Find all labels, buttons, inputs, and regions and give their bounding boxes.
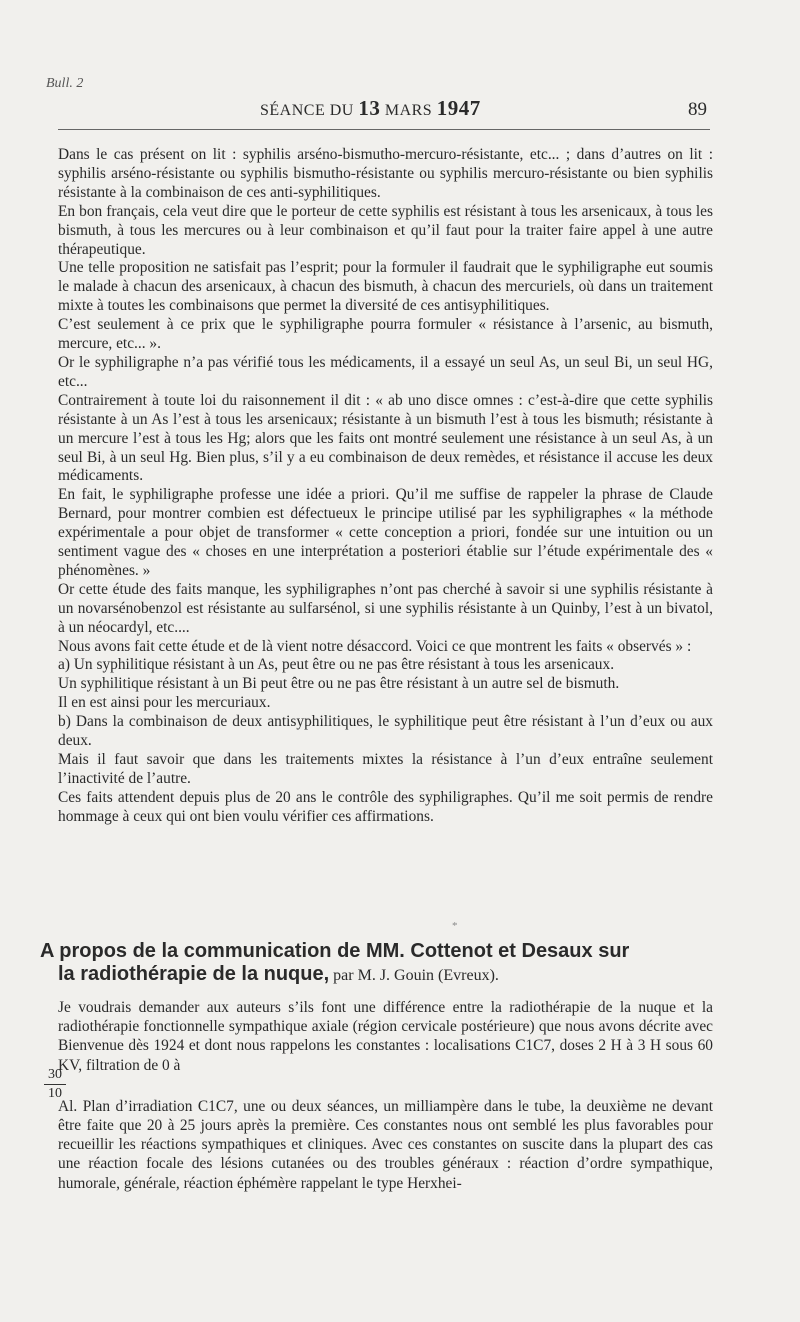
running-head-prefix: SÉANCE DU <box>260 102 359 119</box>
paragraph: C’est seulement à ce prix que le syphiligraphe pourra formuler « résistance à l’arsenic, au bismuth, mercure, etc... ». <box>58 316 713 353</box>
running-head <box>260 96 481 121</box>
paragraph: En fait, le syphiligraphe professe une idée a priori. Qu’il me suffise de rappeler la phrase de Claude Bernard, pour montrer combien est défectueux le principe utilisé par les syphiligraphes « la méthode expérimentale a pour objet de transformer « cette conception a priori, fondée sur une intuition ou un sentiment vague des « choses en une interprétation a posteriori établie sur l’étude expérimentale des « phénomènes. » <box>58 486 713 579</box>
paragraph: Dans le cas présent on lit : syphilis arséno-bismutho-mercuro-résistante, etc... ; dans d’autres on lit : syphilis arséno-résistante ou syphilis bismutho-résistante ou syphilis mercuro-résistante ou bien syphilis résistante à la combinaison de ces anti-syphilitiques. <box>58 146 713 201</box>
article-body-part2 <box>58 998 713 1193</box>
fraction-denominator: 10 <box>48 1086 62 1101</box>
bulletin-label: Bull. 2 <box>46 76 84 91</box>
page-number: 89 <box>688 99 707 120</box>
filtration-fraction <box>44 1068 66 1101</box>
paragraph: a) Un syphilitique résistant à un As, peut être ou ne pas être résistant à tous les arsenicaux. <box>58 656 615 674</box>
article-body-part1 <box>58 146 713 827</box>
article-title-line2-text: la radiothérapie de la nuque, <box>58 963 330 985</box>
paragraph: Al. Plan d’irradiation C1C7, une ou deux séances, un milliampère dans le tube, la deuxième ne devant être faite que 20 à 25 jours après la première. Ces constantes nous ont semblé les plus favorables pour recueillir les réactions sympathiques et cliniques. Avec ces constantes on suscite dans la plupart des cas une réaction focale des lésions cutanées ou des troubles généraux : réaction d’ordre sympathique, humorale, générale, réaction éphémère rappelant le type Herxhei- <box>58 1097 713 1192</box>
fraction-numerator: 30 <box>48 1067 62 1082</box>
article-byline: par M. J. Gouin (Evreux). <box>329 967 499 984</box>
article-title <box>40 940 720 987</box>
paragraph: Une telle proposition ne satisfait pas l’esprit; pour la formuler il faudrait que le syphiligraphe eut soumis le malade à chacun des arsenicaux, à chacun des bismuth, à chacun des mercuriels, où dans un traitement mixte à toutes les combinaisons que permet la diversité de ces antisyphilitiques. <box>58 259 713 315</box>
paragraph: Un syphilitique résistant à un Bi peut être ou ne pas être résistant à un autre sel de bismuth. <box>58 675 620 693</box>
paragraph: b) Dans la combinaison de deux antisyphilitiques, le syphilitique peut être résistant à l’un d’eux ou aux deux. <box>58 713 713 750</box>
article-title-line1: A propos de la communication de MM. Cottenot et Desaux sur <box>40 940 630 962</box>
running-head-month: MARS <box>380 102 437 119</box>
article-title-line2 <box>40 963 720 987</box>
paragraph: Or le syphiligraphe n’a pas vérifié tous les médicaments, il a essayé un seul As, un seul Bi, un seul HG, etc... <box>58 353 713 390</box>
header-rule <box>58 129 710 130</box>
paragraph: Ces faits attendent depuis plus de 20 ans le contrôle des syphiligraphes. Qu’il me soit permis de rendre hommage à ceux qui ont bien voulu vérifier ces affirmations. <box>58 788 713 825</box>
paragraph: En bon français, cela veut dire que le porteur de cette syphilis est résistant à tous les arsenicaux, à tous les bismuth, à tous les mercures ou à leur combinaison et qu’il faut pour la traiter faire appel à une autre thérapeutique. <box>58 202 713 258</box>
paragraph: Il en est ainsi pour les mercuriaux. <box>58 694 271 712</box>
paragraph: Or cette étude des faits manque, les syphiligraphes n’ont pas cherché à savoir si une syphilis résistante à un novarsénobenzol est résistante au sulfarsénol, si une syphilis résistante à un Quinby, l’est à un bivatol, à un néocardyl, etc.... <box>58 580 713 636</box>
running-head-year: 1947 <box>436 96 481 120</box>
paragraph: Nous avons fait cette étude et de là vient notre désaccord. Voici ce que montrent les faits « observés » : <box>58 637 692 655</box>
fraction-bar <box>44 1084 66 1085</box>
section-separator: * <box>452 920 458 932</box>
paragraph: Mais il faut savoir que dans les traitements mixtes la résistance à l’un d’eux entraîne seulement l’inactivité de l’autre. <box>58 751 713 787</box>
paragraph: Je voudrais demander aux auteurs s’ils font une différence entre la radiothérapie de la nuque et la radiothérapie fonctionnelle sympathique axiale (région cervicale postérieure) que nous avons décrite avec Bienvenue dès 1924 et dont nous rappelons les constantes : localisations C1C7, doses 2 H à 3 H sous 60 KV, filtration de 0 à <box>58 999 713 1074</box>
running-head-day: 13 <box>358 96 381 120</box>
paragraph: Contrairement à toute loi du raisonnement il dit : « ab uno disce omnes : c’est-à-dire que cette syphilis résistante à un As l’est à tous les arsenicaux; résistante à un bismuth l’est à tous les bismuth; résistante à un mercure l’est à tous les Hg; alors que les faits ont montré seulement une résistance à un seul As, à un seul Bi, à un seul Hg. Bien plus, s’il y a eu combinaison de deux remèdes, et résistance il accuse les deux médicaments. <box>58 391 713 485</box>
